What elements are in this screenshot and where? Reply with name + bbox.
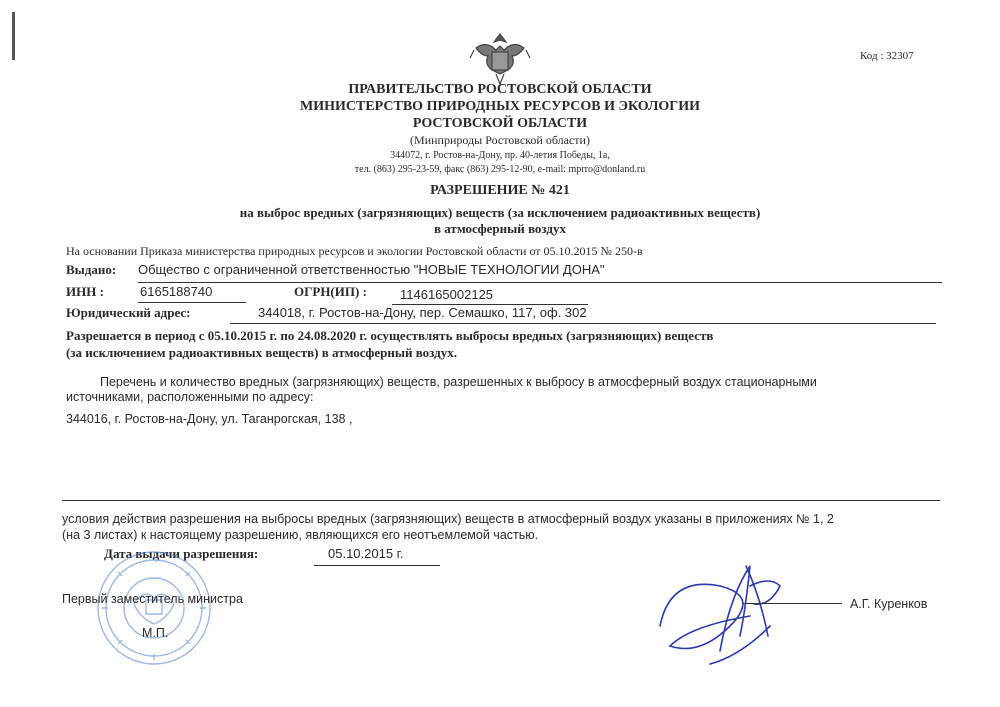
ogrn-value: 1146165002125 xyxy=(400,287,494,302)
ministry-contacts: тел. (863) 295-23-59, факс (863) 295-12-90, e-mail: mprro@donland.ru xyxy=(354,164,646,175)
scan-margin-mark xyxy=(12,12,15,60)
inn-label: ИНН : xyxy=(66,284,104,299)
issue-date-value: 05.10.2015 г. xyxy=(328,546,404,561)
ogrn-label: ОГРН(ИП) : xyxy=(294,284,367,299)
legal-address-underline xyxy=(230,323,936,324)
signature-underline xyxy=(742,603,842,604)
basis-order: На основании Приказа министерства природных ресурсов и экологии Ростовской области от 05.10.2015 № 250-в xyxy=(66,244,643,258)
permit-period-line-2: (за исключением радиоактивных веществ) в атмосферный воздух. xyxy=(66,345,457,360)
permit-period-line-1: Разрешается в период с 05.10.2015 г. по 24.08.2020 г. осуществлять выбросы вредных (загрязняющих) веществ xyxy=(66,328,714,343)
issued-value: Общество с ограниченной ответственностью "НОВЫЕ ТЕХНОЛОГИИ ДОНА" xyxy=(138,262,605,277)
permit-subtitle-2: в атмосферный воздух xyxy=(434,221,566,236)
signer-position: Первый заместитель министра xyxy=(62,592,243,606)
issued-underline xyxy=(138,282,942,283)
stamp-place-mark: М.П. xyxy=(142,626,169,640)
conditions-line-1: условия действия разрешения на выбросы вредных (загрязняющих) веществ в атмосферный воздух указаны в приложениях № 1, 2 xyxy=(62,512,834,526)
substances-text-line-2: источниками, расположенными по адресу: xyxy=(66,390,314,404)
header-line-1: ПРАВИТЕЛЬСТВО РОСТОВСКОЙ ОБЛАСТИ xyxy=(348,82,652,97)
substances-text-line-1: Перечень и количество вредных (загрязняющих) веществ, разрешенных к выбросу в атмосферный воздух стационарными xyxy=(100,375,817,389)
permit-title: РАЗРЕШЕНИЕ № 421 xyxy=(430,183,570,198)
header-line-2: МИНИСТЕРСТВО ПРИРОДНЫХ РЕСУРСОВ И ЭКОЛОГИИ xyxy=(300,99,700,114)
coat-of-arms-icon xyxy=(468,30,532,88)
legal-address-value: 344018, г. Ростов-на-Дону, пер. Семашко, 117, оф. 302 xyxy=(258,305,587,320)
handwritten-signature-icon xyxy=(650,556,800,676)
document-code: Код : 32307 xyxy=(860,50,914,62)
source-location: 344016, г. Ростов-на-Дону, ул. Таганрогская, 138 , xyxy=(66,412,353,426)
section-separator xyxy=(62,500,940,501)
conditions-line-2: (на 3 листах) к настоящему разрешению, являющихся его неотъемлемой частью. xyxy=(62,528,539,542)
ministry-address: 344072, г. Ростов-на-Дону, пр. 40-летия Победы, 1а, xyxy=(390,150,610,161)
issue-date-underline xyxy=(314,565,440,566)
header-line-3: РОСТОВСКОЙ ОБЛАСТИ xyxy=(412,116,588,131)
official-stamp-icon xyxy=(94,548,214,668)
ministry-short-name: (Минприроды Ростовской области) xyxy=(410,133,590,147)
issued-label: Выдано: xyxy=(66,262,117,277)
permit-subtitle-1: на выброс вредных (загрязняющих) веществ (за исключением радиоактивных веществ) xyxy=(239,205,761,220)
inn-underline xyxy=(138,302,246,303)
signer-name: А.Г. Куренков xyxy=(850,597,928,611)
inn-value: 6165188740 xyxy=(140,284,213,299)
legal-address-label: Юридический адрес: xyxy=(66,305,191,320)
issue-date-label: Дата выдачи разрешения: xyxy=(104,546,259,561)
